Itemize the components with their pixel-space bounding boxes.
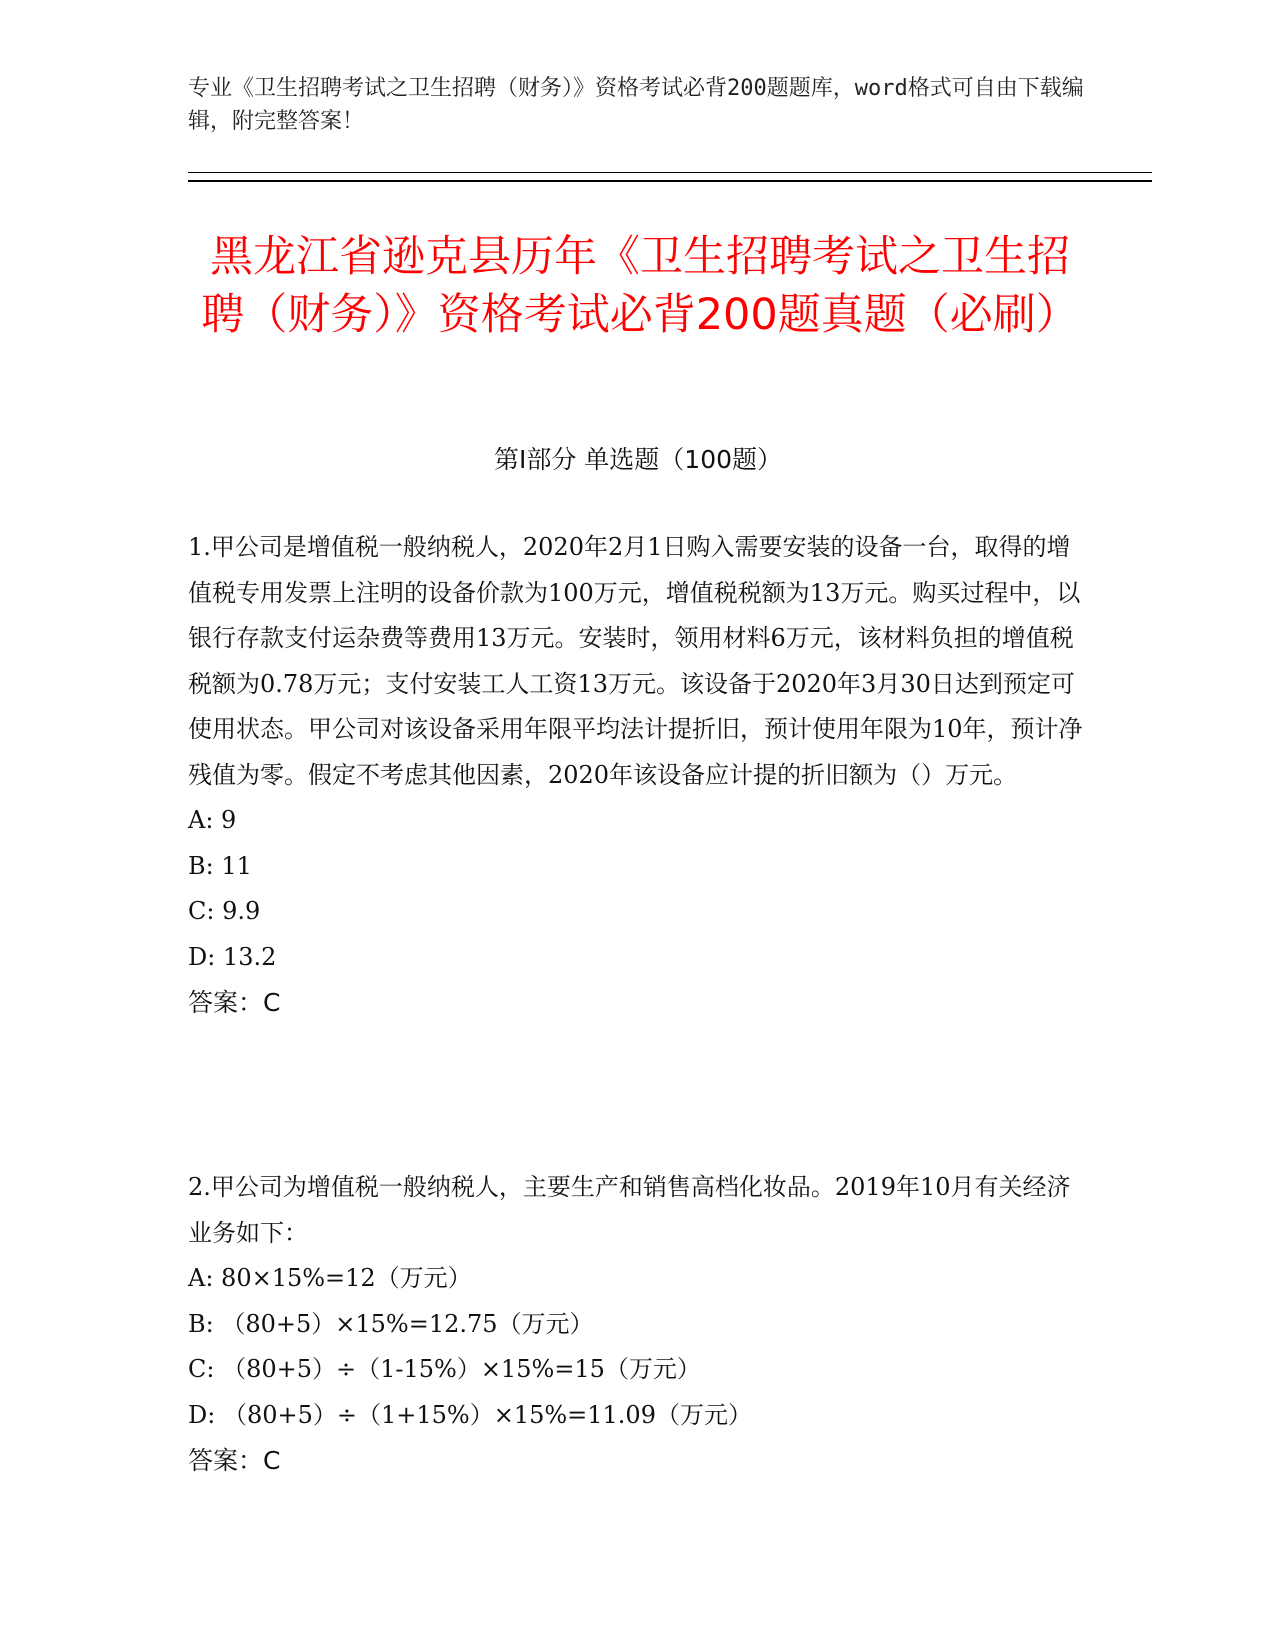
question-2: [188, 1165, 1088, 1484]
answer-line: 答案：C: [188, 988, 281, 1017]
answer-line: 答案：C: [188, 1446, 281, 1475]
option-b: B: （80+5）×15%=12.75（万元）: [188, 1309, 594, 1338]
header-note: 专业《卫生招聘考试之卫生招聘（财务）》资格考试必背200题题库，word格式可自由下载编辑，附完整答案！: [188, 76, 1084, 134]
option-c: C: （80+5）÷（1-15%）×15%=15（万元）: [188, 1355, 701, 1383]
document-title: 黑龙江省逊克县历年《卫生招聘考试之卫生招聘（财务）》资格考试必背200题真题（必刷）: [201, 232, 1079, 340]
question-stem: 2.甲公司为增值税一般纳税人，主要生产和销售高档化妆品。2019年10月有关经济业务如下：: [188, 1173, 1071, 1247]
header-divider-thick: [188, 180, 1152, 182]
header-divider-thin: [188, 172, 1152, 173]
option-d: D: 13.2: [188, 942, 277, 971]
option-c: C: 9.9: [188, 897, 261, 925]
section-heading: 第I部分 单选题（100题）: [493, 445, 783, 474]
option-b: B: 11: [188, 851, 252, 880]
question-stem: 1.甲公司是增值税一般纳税人，2020年2月1日购入需要安装的设备一台，取得的增值税专用发票上注明的设备价款为100万元，增值税税额为13万元。购买过程中，以银行存款支付运杂费等费用13万元。安装时，领用材料6万元，该材料负担的增值税税额为0.78万元；支付安装工人工资13万元。该设备于2020年3月30日达到预定可使用状态。甲公司对该设备采用年限平均法计提折旧，预计使用年限为10年，预计净残值为零。假定不考虑其他因素，2020年该设备应计提的折旧额为（）万元。: [188, 533, 1083, 789]
option-a: A: 9: [188, 806, 237, 834]
option-a: A: 80×15%=12（万元）: [188, 1264, 472, 1292]
option-d: D: （80+5）÷（1+15%）×15%=11.09（万元）: [188, 1400, 752, 1429]
question-1: [188, 525, 1088, 1026]
